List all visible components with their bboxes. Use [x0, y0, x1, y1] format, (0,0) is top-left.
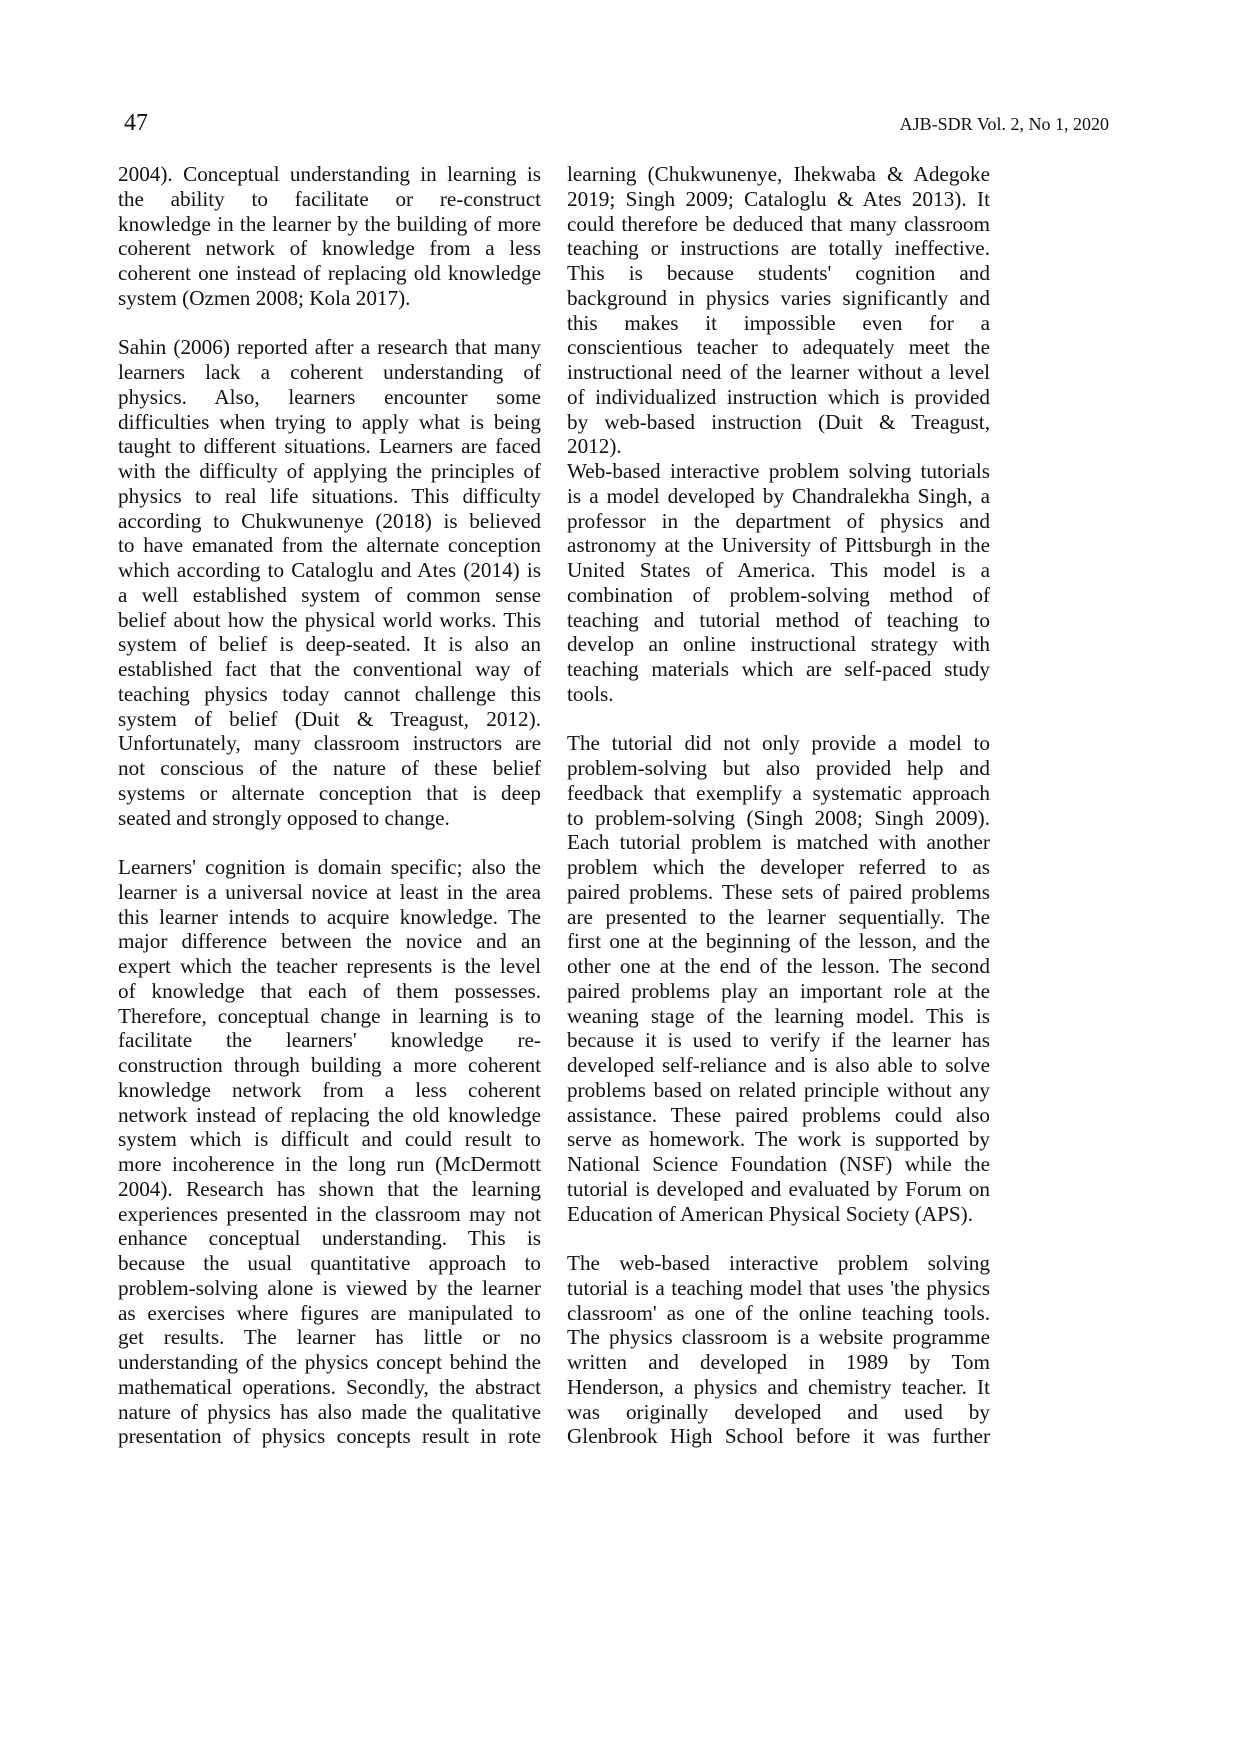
text-line: Unfortunately, many classroom instructors are	[118, 731, 541, 756]
text-line: system which is difficult and could result to	[118, 1127, 541, 1152]
text-line: because it is used to verify if the learner has	[567, 1028, 990, 1053]
text-line: feedback that exemplify a systematic approach	[567, 780, 990, 805]
text-line: physics to real life situations. This difficulty	[118, 483, 541, 508]
text-line: knowledge in the learner by the building of more	[118, 211, 541, 236]
text-line: system of belief (Duit & Treagust, 2012).	[118, 706, 541, 731]
text-line: This is because students' cognition and	[567, 261, 990, 285]
text-line: The physics classroom is a website programme	[567, 1325, 990, 1350]
text-line: facilitate the learners' knowledge re-	[118, 1028, 541, 1053]
text-line: nature of physics has also made the qualitative	[118, 1399, 541, 1424]
text-line: instructional need of the learner without a level	[567, 360, 990, 384]
text-line: is a model developed by Chandralekha Singh, a	[567, 483, 990, 508]
text-line: with the difficulty of applying the principles of	[118, 459, 541, 483]
text-line: systems or alternate conception that is deep	[118, 780, 541, 805]
text-line: conscientious teacher to adequately meet the	[567, 335, 990, 360]
text-line: was originally developed and used by	[567, 1399, 990, 1424]
text-line: classroom' as one of the online teaching tools.	[567, 1300, 990, 1325]
paragraph-spacer	[118, 830, 541, 855]
text-line: tools.	[567, 681, 614, 706]
text-line: The web-based interactive problem solving	[567, 1251, 990, 1275]
text-line: teaching physics today cannot challenge this	[118, 681, 541, 706]
text-line: tutorial is developed and evaluated by Forum on	[567, 1176, 990, 1201]
text-line: learning (Chukwunenye, Ihekwaba & Adegoke	[567, 162, 990, 186]
text-line: problem-solving but also provided help and	[567, 756, 990, 780]
text-line: get results. The learner has little or no	[118, 1325, 541, 1350]
text-line: combination of problem-solving method of	[567, 582, 990, 607]
text-line: this learner intends to acquire knowledge. The	[118, 904, 541, 929]
text-line: presentation of physics concepts result in rote	[118, 1424, 541, 1449]
text-line: learners lack a coherent understanding of	[118, 360, 541, 384]
text-line: to problem-solving (Singh 2008; Singh 2009).	[567, 805, 990, 830]
text-line: teaching or instructions are totally ineffective.	[567, 236, 990, 261]
text-line: develop an online instructional strategy with	[567, 632, 990, 657]
text-line: not conscious of the nature of these belief	[118, 756, 541, 780]
text-line: problems based on related principle without any	[567, 1077, 990, 1102]
paragraph	[567, 1251, 990, 1449]
text-line: The tutorial did not only provide a model to	[567, 731, 990, 756]
text-line: coherent network of knowledge from a less	[118, 236, 541, 261]
text-line: first one at the beginning of the lesson, and the	[567, 929, 990, 954]
text-line: difficulties when trying to apply what is being	[118, 409, 541, 434]
text-line: enhance conceptual understanding. This is	[118, 1226, 541, 1251]
text-line: United States of America. This model is a	[567, 558, 990, 582]
text-line: because the usual quantitative approach to	[118, 1251, 541, 1275]
text-line: Henderson, a physics and chemistry teacher. It	[567, 1374, 990, 1399]
text-line: by web-based instruction (Duit & Treagust,	[567, 409, 990, 434]
text-line: seated and strongly opposed to change.	[118, 805, 450, 830]
paragraph	[567, 459, 990, 707]
text-line: taught to different situations. Learners are faced	[118, 434, 541, 459]
text-line: Sahin (2006) reported after a research that many	[118, 335, 541, 360]
text-line: problem which the developer referred to as	[567, 855, 990, 879]
paragraph	[567, 162, 990, 459]
text-line: Therefore, conceptual change in learning is to	[118, 1003, 541, 1028]
text-line: a well established system of common sense	[118, 582, 541, 607]
text-line: knowledge network from a less coherent	[118, 1077, 541, 1102]
text-line: as exercises where figures are manipulated to	[118, 1300, 541, 1325]
text-line: of knowledge that each of them possesses.	[118, 978, 541, 1003]
text-line: developed self-reliance and is also able to solve	[567, 1053, 990, 1077]
text-line: assistance. These paired problems could also	[567, 1102, 990, 1127]
paragraph	[567, 731, 990, 1226]
paragraph-spacer	[567, 1226, 990, 1251]
text-line: to have emanated from the alternate conception	[118, 533, 541, 558]
text-line: astronomy at the University of Pittsburgh in the	[567, 533, 990, 558]
text-line: according to Chukwunenye (2018) is believed	[118, 508, 541, 533]
text-line: Learners' cognition is domain specific; also the	[118, 855, 541, 879]
text-line: 2012).	[567, 434, 622, 459]
left-column	[118, 162, 541, 1449]
text-line: 2019; Singh 2009; Cataloglu & Ates 2013). It	[567, 186, 990, 211]
text-line: other one at the end of the lesson. The second	[567, 954, 990, 978]
paragraph-spacer	[567, 707, 990, 732]
text-line: major difference between the novice and an	[118, 929, 541, 954]
text-line: serve as homework. The work is supported by	[567, 1127, 990, 1152]
text-line: belief about how the physical world works. This	[118, 607, 541, 632]
page-number: 47	[124, 110, 148, 136]
text-line: teaching materials which are self-paced study	[567, 657, 990, 681]
text-line: the ability to facilitate or re-construct	[118, 186, 541, 211]
paragraph	[118, 855, 541, 1449]
text-line: 2004). Research has shown that the learning	[118, 1176, 541, 1201]
text-line: established fact that the conventional way of	[118, 657, 541, 681]
text-line: professor in the department of physics and	[567, 508, 990, 533]
text-line: written and developed in 1989 by Tom	[567, 1350, 990, 1374]
text-line: problem-solving alone is viewed by the learner	[118, 1275, 541, 1300]
text-line: could therefore be deduced that many classroom	[567, 211, 990, 236]
text-line: weaning stage of the learning model. This is	[567, 1003, 990, 1028]
text-line: Glenbrook High School before it was further	[567, 1424, 990, 1449]
text-line: network instead of replacing the old knowledge	[118, 1102, 541, 1127]
text-line: system (Ozmen 2008; Kola 2017).	[118, 285, 411, 310]
text-line: paired problems play an important role at the	[567, 978, 990, 1003]
running-head: AJB-SDR Vol. 2, No 1, 2020	[899, 114, 1109, 134]
text-line: background in physics varies significantly and	[567, 285, 990, 310]
text-line: experiences presented in the classroom may not	[118, 1201, 541, 1226]
paragraph-spacer	[118, 311, 541, 336]
text-line: 2004). Conceptual understanding in learning is	[118, 162, 541, 186]
paragraph	[118, 335, 541, 830]
text-line: this makes it impossible even for a	[567, 310, 990, 335]
text-line: paired problems. These sets of paired problems	[567, 879, 990, 904]
text-line: which according to Cataloglu and Ates (2014) is	[118, 558, 541, 582]
paragraph	[118, 162, 541, 311]
text-line: coherent one instead of replacing old knowledge	[118, 261, 541, 285]
text-line: more incoherence in the long run (McDermott	[118, 1152, 541, 1176]
right-column	[567, 162, 990, 1449]
text-line: Education of American Physical Society (APS).	[567, 1201, 974, 1226]
text-line: Web-based interactive problem solving tutorials	[567, 459, 990, 483]
text-line: teaching and tutorial method of teaching to	[567, 607, 990, 632]
text-line: understanding of the physics concept behind the	[118, 1350, 541, 1374]
text-line: tutorial is a teaching model that uses 'the physics	[567, 1275, 990, 1300]
text-line: of individualized instruction which is provided	[567, 384, 990, 409]
text-line: system of belief is deep-seated. It is also an	[118, 632, 541, 657]
text-line: construction through building a more coherent	[118, 1053, 541, 1077]
text-line: National Science Foundation (NSF) while the	[567, 1152, 990, 1176]
text-line: expert which the teacher represents is the level	[118, 954, 541, 978]
text-line: Each tutorial problem is matched with another	[567, 830, 990, 855]
text-line: mathematical operations. Secondly, the abstract	[118, 1374, 541, 1399]
text-line: physics. Also, learners encounter some	[118, 384, 541, 409]
text-line: learner is a universal novice at least in the area	[118, 879, 541, 904]
text-line: are presented to the learner sequentially. The	[567, 904, 990, 929]
